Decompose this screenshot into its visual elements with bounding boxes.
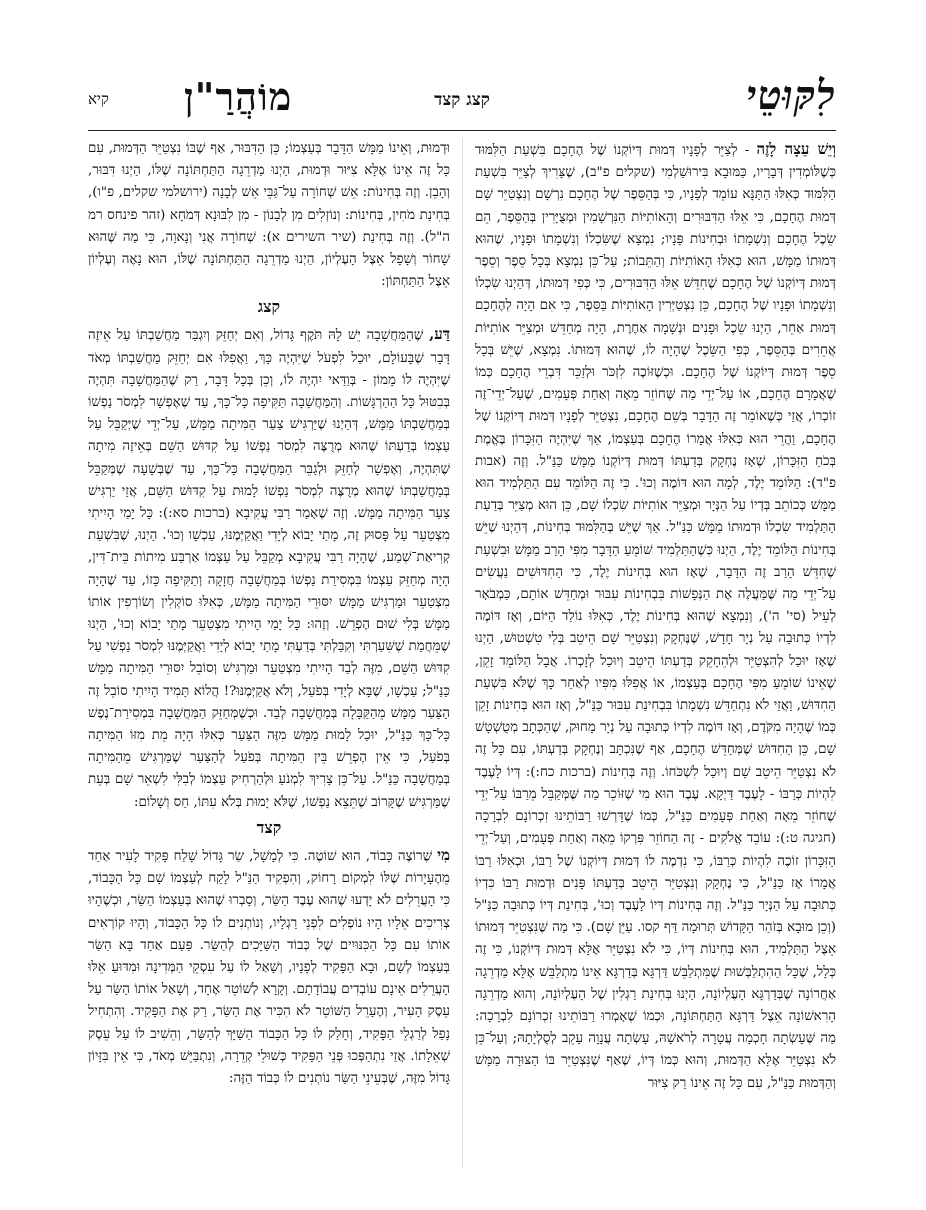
column-gutter — [462, 138, 463, 1168]
section-194-paragraph — [88, 844, 450, 1090]
continuation-paragraph: וּדְמוּת, וְאֵינוֹ מַמָּשׁ הַדָּבָר בְּעַצְמוֹ; כֵּן הַדִּבּוּר, אַף שֶׁבּוֹ נִצְטַיֵּר הַדְּמוּת, עִם כָּל זֶה אֵינוֹ אֶלָּא צִיּוּר וּדְמוּת, הַיְנוּ מַדְרֵגָה הַתַּחְתּוֹנָה שֶׁלּוֹ, הַיְנוּ דִּבּוּר, וְהָבֵן. וְזֶה בְּחִינוֹת: אֵשׁ שְׁחוֹרָה עַל־גַּבֵּי אֵשׁ לְבָנָה (ירושלמי שקלים, פ"ו), בְּחִינַת מֹחִין, בְּחִינוֹת: וְנוֹזְלִים מִן לְבָנוֹן - מִן לִבּוּנָא דְּמֹחָא (זהר פינחס רמ ה"ל). וְזֶה בְּחִינַת (שיר השירים א): שְׁחוֹרָה אֲנִי וְנָאוָה, כִּי מַה שֶּׁהוּא שָׁחוֹר וְשָׁפָל אֵצֶל הָעֶלְיוֹן, הַיְנוּ מַדְרֵגָה הַתַּחְתּוֹנָה שֶׁלּוֹ, הוּא נָאֶה וְעֶלְיוֹן אֵצֶל הַתַּחְתּוֹן: — [88, 141, 450, 290]
page-number: קיא — [88, 90, 109, 108]
right-column — [475, 138, 836, 1168]
section-range: קצג קצד — [434, 90, 490, 110]
section-193-paragraph — [88, 323, 450, 813]
section-heading-194: קצד — [256, 817, 282, 837]
header-rule — [88, 130, 836, 131]
section-heading-193: קצג — [257, 297, 281, 317]
paragraph-text: - לְצַיֵּר לְפָנָיו דְּמוּת דְּיוֹקְנוֹ שֶׁל הֶחָכָם בִּשְׁעַת הַלִּמּוּד כְּשֶׁלּוֹמְדִין דְּבָרָיו, כַּמּוּבָא בִּירוּשַׁלְמִי (שקלים פ"ב), שֶׁצָּרִיךְ לְצַיֵּר בִּשְׁעַת הַלִּמּוּד כְּאִלּוּ הַתַּנָּא עוֹמֵד לְפָנָיו, כִּי בְּהַסֵּפֶר שֶׁל הֶחָכָם נִרְשָׁם וְנִצְטַיֵּר שָׁם דְּמוּת הֶחָכָם, כִּי אֵלּוּ הַדִּבּוּרִים וְהָאוֹתִיּוֹת הַנִּרְשָׁמִין וּמְצֻיָּרִין בְּהַסֵּפֶר, הֵם שֵׂכֶל הֶחָכָם וְנִשְׁמָתוֹ וּבְחִינוֹת פָּנָיו; נִמְצָא שֶׁשִּׂכְלוֹ וְנִשְׁמָתוֹ וּפָנָיו, שֶׁהוּא דְּמוּתוֹ מַמָּשׁ, הוּא כְּאִלּוּ הָאוֹתִיּוֹת וְהַתֵּבוֹת; עַל־כֵּן נִמְצָא בְּכָל סֵפֶר וְסֵפֶר דְּמוּת דְּיוֹקְנוֹ שֶׁל הֶחָכָם שֶׁחִדֵּשׁ אֵלּוּ הַדִּבּוּרִים, כִּי כְּפִי דְּמוּתוֹ, דְּהַיְנוּ שִׂכְלוֹ וְנִשְׁמָתוֹ וּפָנָיו שֶׁל הֶחָכָם, כֵּן נִצְטַיְּרִין הָאוֹתִיּוֹת בַּסֵּפֶר, כִּי אִם הָיָה לְהֶחָכָם דְּמוּת אַחֵר, הַיְנוּ שֵׂכֶל וּפָנִים וּנְשָׁמָה אַחֶרֶת, הָיָה מְחַדֵּשׁ וּמְצַיֵּר אוֹתִיּוֹת אֲחֵרִים בְּהַסֵּפֶר, כְּפִי הַשֵּׂכֶל שֶׁהָיָה לוֹ, שֶׁהוּא דְּמוּתוֹ. נִמְצָא, שֶׁיֵּשׁ בְּכָל סֵפֶר דְּמוּת דְּיוֹקְנוֹ שֶׁל הֶחָכָם. וּכְשֶׁזּוֹכֶה לִזְכֹּר וּלְזַכֵּר דִּבְרֵי הֶחָכָם כְּמוֹ שֶׁאֲמָרָם הֶחָכָם, אוֹ עַל־יְדֵי מַה שֶּׁחוֹזֵר מֵאָה וְאַחַת פְּעָמִים, שֶׁעַל־יְדֵי־זֶה זוֹכְרוֹ, אֲזַי כְּשֶׁאוֹמֵר זֶה הַדָּבָר בְּשֵׁם הֶחָכָם, נִצְטַיֵּר לְפָנָיו דְּמוּת דְּיוֹקְנוֹ שֶׁל הֶחָכָם, וַהֲרֵי הוּא כְּאִלּוּ אֲמָרוֹ הֶחָכָם בְּעַצְמוֹ, אַךְ שֶׁיִּהְיֶה הַזִּכָּרוֹן בֶּאֱמֶת בְּכֹחַ הַזִּכָּרוֹן, שֶׁאָז נֶחְקָק בְּדַעְתּוֹ דְּמוּת דְּיוֹקְנוֹ מַמָּשׁ כַּנַּ"ל. וְזֶה (אבות פ"ד): הַלּוֹמֵד יֶלֶד, לְמָה הוּא דּוֹמֶה וְכוּ'. כִּי זֶה הַלּוֹמֵד עִם הַתַּלְמִיד הוּא מַמָּשׁ כְּכוֹתֵב בְּדְיוֹ עַל הַנְּיָר וּמְצַיֵּר אוֹתִיּוֹת שִׂכְלוֹ שָׁם, כֵּן הוּא מְצַיֵּר בְּדַעַת הַתַּלְמִיד שִׂכְלוֹ וּדְמוּתוֹ מַמָּשׁ כַּנַּ"ל. אַךְ שֶׁיֵּשׁ בְּהַלִּמּוּד בְּחִינוֹת, דְּהַיְנוּ שֶׁיֵּשׁ בְּחִינוֹת הַלּוֹמֵד יֶלֶד, הַיְנוּ כְּשֶׁהַתַּלְמִיד שׁוֹמֵעַ הַדָּבָר מִפִּי הָרַב מַמָּשׁ וּבִשְׁעַת שֶׁחִדֵּשׁ הָרַב זֶה הַדָּבָר, שֶׁאָז הוּא בְּחִינוֹת יֶלֶד, כִּי הַחִדּוּשִׁים נַעֲשִׂים עַל־יְדֵי מַה שֶּׁמַּעֲלֶה אֶת הַנְּפָשׁוֹת בִּבְחִינוֹת עִבּוּר וּמְחַדֵּשׁ אוֹתָם, כַּמְבֹאָר לְעֵיל (סי' ה'), וְנִמְצָא שֶׁהוּא בְּחִינוֹת יֶלֶד, כְּאִלּוּ נוֹלַד הַיּוֹם, וְאָז דּוֹמֶה לִדְיוֹ כְּתוּבָה עַל נְיָר חָדָשׁ, שֶׁנֶּחְקָק וְנִצְטַיֵּר שָׁם הֵיטֵב בְּלִי טִשְׁטוּשׁ, הַיְנוּ שֶׁאָז יוּכַל לְהִצְטַיֵּר וּלְהֵחָקֵק בְּדַעְתּוֹ הֵיטֵב וְיוּכַל לְזָכְרוֹ. אֲבָל הַלּוֹמֵד זָקֵן, שֶׁאֵינוֹ שׁוֹמֵעַ מִפִּי הֶחָכָם בְּעַצְמוֹ, אוֹ אֲפִלּוּ מִפִּיו לְאַחַר כָּךְ שֶׁלֹּא בִּשְׁעַת הַחִדּוּשׁ, וַאֲזַי לֹא נִתְחַדֵּשׁ נִשְׁמָתוֹ בִּבְחִינַת עִבּוּר כַּנַּ"ל, וְאָז הוּא בְּחִינוֹת זָקֵן כְּמוֹ שֶׁהָיָה מִקֹּדֶם, וְאָז דּוֹמֶה לִדְיוֹ כְּתוּבָה עַל נְיָר מָחוּק, שֶׁהַכְּתָב מְטֻשְׁטָשׁ שָׁם, כֵּן הַחִדּוּשׁ שֶׁמְּחַדֵּשׁ הֶחָכָם, אַף שֶׁנִּכְתָּב וְנֶחְקָק בְּדַעְתּוֹ, עִם כָּל זֶה לֹא נִצְטַיֵּר הֵיטֵב שָׁם וְיוּכַל לִשְׁכֹּחוֹ. וְזֶה בְּחִינוֹת (ברכות כח:): דְּיוֹ לָעֶבֶד לִהְיוֹת כְּרַבּוֹ - לָעֶבֶד דַּיְקָא. עֶבֶד הוּא מִי שֶׁזּוֹכֵר מַה שֶּׁמְּקַבֵּל מֵרַבּוֹ עַל־יְדֵי שֶׁחוֹזֵר מֵאָה וְאַחַת פְּעָמִים כַּנַּ"ל, כְּמוֹ שֶׁדָּרְשׁוּ רַבּוֹתֵינוּ זִכְרוֹנָם לִבְרָכָה (חגיגה ט:): עוֹבֵד אֱלֹקִים - זֶה הַחוֹזֵר פִּרְקוֹ מֵאָה וְאַחַת פְּעָמִים, וְעַל־יְדֵי הַזִּכָּרוֹן זוֹכֶה לִהְיוֹת כְּרַבּוֹ, כִּי נִדְמֶה לוֹ דְּמוּת דְּיוֹקְנוֹ שֶׁל רַבּוֹ, וּכְאִלּוּ רַבּוֹ אֲמָרוֹ אָז כַּנַּ"ל, כִּי נֶחְקָק וְנִצְטַיֵּר הֵיטֵב בְּדַעְתּוֹ פָּנִים וּדְמוּת רַבּוֹ כִּדְיוֹ כְּתוּבָה עַל הַנְּיָר כַּנַּ"ל. וְזֶה בְּחִינוֹת דְּיוֹ לָעֶבֶד וְכוּ', בְּחִינַת דְּיוֹ כְּתוּבָה כַּנַּ"ל (וְכֵן מוּבָא בְּזֹהַר הַקָּדוֹשׁ תְּרוּמָה דַּף קסו. עַיֵּן שָׁם). כִּי מַה שֶּׁנִּצְטַיֵּר דְּמוּתוֹ אֵצֶל הַתַּלְמִיד, הוּא בְּחִינוֹת דְּיוֹ, כִּי לֹא נִצְטַיֵּר אֶלָּא דְּמוּת דְּיוֹקְנוֹ, כִּי זֶה כְּלָל, שֶׁכָּל הַהִתְלַבְּשׁוּת שֶׁמִּתְלַבֵּשׁ דַּרְגָּא בְּדַרְגָּא אֵינוֹ מִתְלַבֵּשׁ אֶלָּא מַדְרֵגָה אַחֲרוֹנָה שֶׁבְּדַרְגָּא הָעֶלְיוֹנָה, הַיְנוּ בְּחִינַת רַגְלִין שֶׁל הָעֶלְיוֹנָה, וְהוּא מַדְרֵגָה הָרִאשׁוֹנָה אֵצֶל דַּרְגָּא הַתַּחְתּוֹנָה, וּכְמוֹ שֶׁאָמְרוּ רַבּוֹתֵינוּ זִכְרוֹנָם לִבְרָכָה: מַה שֶּׁעָשְׂתָה חָכְמָה עֲטָרָה לְרֹאשָׁהּ, עָשְׂתָה עֲנָוָה עָקֵב לְסֻלְיָתָהּ; וְעַל־כֵּן לֹא נִצְטַיֵּר אֶלָּא הַדְּמוּת, וְהוּא כְּמוֹ דְּיוֹ, שֶׁאַף שֶׁנִּצְטַיֵּר בּוֹ הַצּוּרָה מַמָּשׁ וְהַדְּמוּת כַּנַּ"ל, עִם כָּל זֶה אֵינוֹ רַק צִיּוּר — [475, 143, 836, 1091]
page-header — [88, 72, 836, 132]
section-194-text: שֶׁרוֹצֶה כָּבוֹד, הוּא שׁוֹטֶה. כִּי לְמָשָׁל, שַׂר גָּדוֹל שָׁלַח פָּקִיד לָעִיר אַחַד מֵהֶעָיָרוֹת שֶׁלּוֹ לִמְקוֹם רָחוֹק, וְהִפְקִיד הַנַּ"ל לָקַח לְעַצְמוֹ שָׁם כָּל הַכָּבוֹד, כִּי הָעֲרֵלִים לֹא יָדְעוּ שֶׁהוּא עֶבֶד הַשַּׂר, וְסָבְרוּ שֶׁהוּא בְּעַצְמוֹ הַשַּׂר, וּכְשֶׁהָיוּ צְרִיכִים אֵלָיו הָיוּ נוֹפְלִים לִפְנֵי רַגְלָיו, וְנוֹתְנִים לוֹ כָּל הַכָּבוֹד, וְהָיוּ קוֹרְאִים אוֹתוֹ עִם כָּל הַכִּנּוּיִים שֶׁל כְּבוֹד הַשַּׁיָּכִים לְהַשַּׂר. פַּעַם אַחַד בָּא הַשַּׂר בְּעַצְמוֹ לְשָׁם, וּבָא הַפָּקִיד לְפָנָיו, וְשָׁאַל לוֹ עַל עִסְקֵי הַמְּדִינָה וּמִדּוּעַ אֵלּוּ הָעֲרֵלִים אֵינָם עוֹבְדִים עֲבוֹדָתָם. וְקָרָא לְשׁוֹטֵר אֶחָד, וְשָׁאַל אוֹתוֹ הַשַּׂר עַל עֵסֶק הָעִיר, וְהֶעָרֵל הַשּׁוֹטֵר לֹא הִכִּיר אֶת הַשַּׂר, רַק אֶת הַפָּקִיד. וְהִתְחִיל נָפַל לְרַגְלֵי הַפָּקִיד, וְחָלַק לוֹ כָּל הַכָּבוֹד הַשַּׁיָּךְ לְהַשַּׂר, וְהֵשִׁיב לוֹ עַל עֵסֶק שְׁאֵלָתוֹ. אֲזַי נִתְהַפְּכוּ פְּנֵי הַפָּקִיד כְּשׁוּלֵי קְדֵרָה, וְנִתְבַּיֵּשׁ מְאֹד, כִּי אֵין בִּזָּיוֹן גָּדוֹל מִזֶּה, שֶׁבְּעֵינֵי הַשַּׂר נוֹתְנִים לוֹ כְּבוֹד הַזֶּה: — [88, 848, 450, 1086]
section-193-text: שֶׁהַמַּחֲשָׁבָה יֵשׁ לָהּ תֹּקֶף גָּדוֹל, וְאִם יְחַזֵּק וְיִגְבַּר מַחֲשַׁבְתּוֹ עַל אֵיזֶה דָּבָר שֶׁבָּעוֹלָם, יוּכַל לִפְעֹל שֶׁיִּהְיֶה כָּךְ, וַאֲפִלּוּ אִם יְחַזֵּק מַחֲשַׁבְתּוֹ מְאֹד שֶׁיִּהְיֶה לוֹ מָמוֹן - בְּוַדַּאי יִהְיֶה לוֹ, וְכֵן בְּכָל דָּבָר, רַק שֶׁהַמַּחֲשָׁבָה תִּהְיֶה בְּבִטּוּל כָּל הַהַרְגָּשׁוֹת. וְהַמַּחֲשָׁבָה תַּקִּיפָה כָּל־כָּךְ, עַד שֶׁאֶפְשָׁר לִמְסֹר נַפְשׁוֹ בְּמַחֲשַׁבְתּוֹ מַמָּשׁ, דְּהַיְנוּ שֶׁיַּרְגִּישׁ צַעַר הַמִּיתָה מַמָּשׁ, עַל־יְדֵי שֶׁיְּקַבֵּל עַל עַצְמוֹ בְּדַעְתּוֹ שֶׁהוּא מְרֻצֶּה לִמְסֹר נַפְשׁוֹ עַל קִדּוּשׁ הַשֵּׁם בְּאֵיזֶה מִיתָה שֶׁתִּהְיֶה, וְאֶפְשָׁר לְחַזֵּק וּלְגַבֵּר הַמַּחֲשָׁבָה כָּל־כָּךְ, עַד שֶׁבְּשָׁעָה שֶׁמְּקַבֵּל בְּמַחֲשַׁבְתּוֹ שֶׁהוּא מְרֻצֶּה לִמְסֹר נַפְשׁוֹ לָמוּת עַל קִדּוּשׁ הַשֵּׁם, אֲזַי יַרְגִּישׁ צַעַר הַמִּיתָה מַמָּשׁ. וְזֶה שֶׁאָמַר רַבִּי עֲקִיבָא (ברכות סא:): כָּל יָמַי הָיִיתִי מִצְטַעֵר עַל פָּסוּק זֶה, מָתַי יָבוֹא לְיָדִי וַאֲקַיְּמֶנּוּ, עַכְשָׁו וְכוּ'. הַיְנוּ, שֶׁבִּשְׁעַת קְרִיאַת־שְׁמַע, שֶׁהָיָה רַבִּי עֲקִיבָא מְקַבֵּל עַל עַצְמוֹ אַרְבַּע מִיתוֹת בֵּית־דִּין, הָיָה מְחַזֵּק עַצְמוֹ בִּמְסִירַת נַפְשׁוֹ בְּמַחֲשָׁבָה חֲזָקָה וְתַקִּיפָה כָּזוֹ, עַד שֶׁהָיָה מִצְטַעֵר וּמַרְגִּישׁ מַמָּשׁ יִסּוּרֵי הַמִּיתָה מַמָּשׁ, כְּאִלּוּ סוֹקְלִין וְשׂוֹרְפִין אוֹתוֹ מַמָּשׁ בְּלִי שׁוּם הֶפְרֵשׁ. וְזֶהוּ: כָּל יָמַי הָיִיתִי מִצְטַעֵר מָתַי יָבוֹא וְכוּ', הַיְנוּ שֶׁמֵּחֲמַת שֶׁשִּׁעַרְתִּי וְקִבַּלְתִּי בְּדַעְתִּי מָתַי יָבוֹא לְיָדִי וַאֲקַיְּמֶנּוּ לִמְסֹר נַפְשִׁי עַל קִדּוּשׁ הַשֵּׁם, מִזֶּה לְבַד הָיִיתִי מִצְטַעֵר וּמַרְגִּישׁ וְסוֹבֵל יִסּוּרֵי הַמִּיתָה מַמָּשׁ כַּנַּ"ל; עַכְשָׁו, שֶׁבָּא לְיָדִי בְּפֹעַל, וְלֹא אֲקַיְּמֶנּוּ?! הֲלוֹא תָּמִיד הָיִיתִי סוֹבֵל זֶה הַצַּעַר מַמָּשׁ מֵהַקַּבָּלָה בְּמַחֲשָׁבָה לְבַד. וּכְשֶׁמְּחַזֵּק הַמַּחֲשָׁבָה בִּמְסִירַת־נֶפֶשׁ כָּל־כָּךְ כַּנַּ"ל, יוּכַל לָמוּת מַמָּשׁ מִזֶּה הַצַּעַר כְּאִלּוּ הָיָה מֵת מִזּוֹ הַמִּיתָה בְּפֹעַל, כִּי אֵין הֶפְרֵשׁ בֵּין הַמִּיתָה בְּפֹעַל לְהַצַּעַר שֶׁמַּרְגִּישׁ מֵהַמִּיתָה בְּמַחֲשָׁבָה כַּנַּ"ל. עַל־כֵּן צָרִיךְ לִמְנֹעַ וּלְהַרְחִיק עַצְמוֹ לְבִלִּי לִשְׁאֵר שָׁם בְּעֵת שֶׁמַּרְגִּישׁ שֶׁקָּרוֹב שֶׁתֵּצֵא נַפְשׁוֹ, שֶׁלֹּא יָמוּת בְּלֹא עִתּוֹ, חַס וְשָׁלוֹם: — [88, 328, 450, 810]
left-column — [88, 138, 450, 1168]
section-193-lead-word: דַּע, — [429, 325, 450, 344]
paragraph-lead-words: וְיֵשׁ עֵצָה לָזֶה — [756, 140, 836, 158]
section-194-lead-word: מִי — [437, 845, 450, 864]
book-title-first-word: לִקּוּטֵי — [746, 72, 836, 119]
right-column-paragraph — [475, 138, 836, 1095]
book-title-second-word: מוֹהֲרַ"ן — [184, 74, 293, 119]
